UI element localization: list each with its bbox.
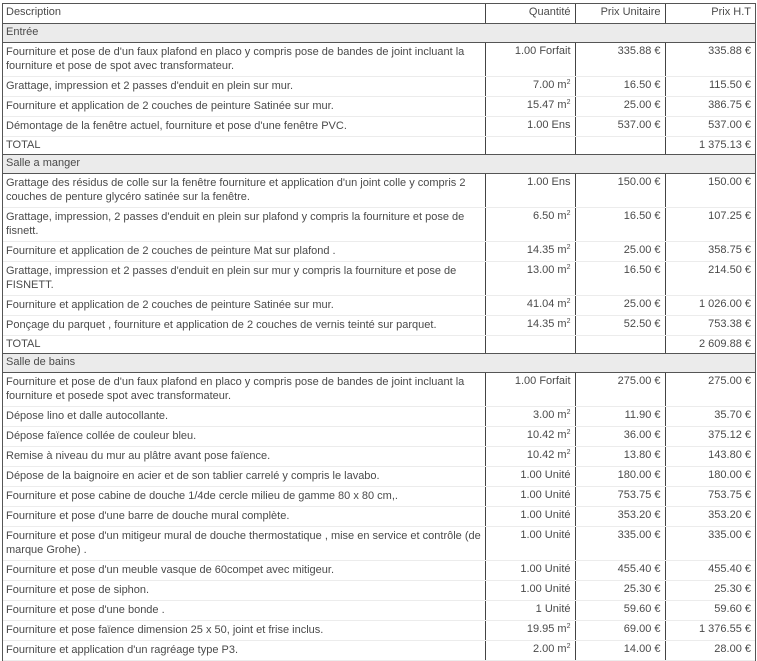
item-description: Dépose faïence collée de couleur bleu. <box>3 427 485 447</box>
table-row <box>3 97 755 117</box>
section-row <box>3 24 755 43</box>
item-total-ht: 753.38 € <box>665 316 755 336</box>
item-quantity-value: 14.35 m <box>526 244 567 256</box>
table-row <box>3 621 755 641</box>
empty-cell <box>485 137 575 155</box>
table-row <box>3 407 755 427</box>
item-quantity-value: 1.00 Forfait <box>514 45 571 57</box>
header-quantite: Quantité <box>485 4 575 24</box>
unit-exponent: 2 <box>566 409 571 416</box>
table-row <box>3 242 755 262</box>
item-quantity-value: 1.00 Unité <box>520 469 571 481</box>
quote-table-body <box>3 24 755 661</box>
table-row <box>3 527 755 561</box>
unit-exponent: 2 <box>566 449 571 456</box>
item-description: Fourniture et pose d'un mitigeur mural de douche thermostatique , mise en service et contrôle (de marque Grohe) . <box>3 527 485 561</box>
item-quantity <box>485 467 575 487</box>
item-quantity-value: 1.00 Unité <box>520 583 571 595</box>
item-total-ht: 335.00 € <box>665 527 755 561</box>
table-row <box>3 507 755 527</box>
item-description: Fourniture et application de 2 couches de peinture Satinée sur mur. <box>3 97 485 117</box>
item-description: Grattage, impression et 2 passes d'enduit en plein sur mur. <box>3 77 485 97</box>
item-total-ht: 1 376.55 € <box>665 621 755 641</box>
item-unit-price: 25.00 € <box>575 97 665 117</box>
item-unit-price: 16.50 € <box>575 208 665 242</box>
item-description: Dépose de la baignoire en acier et de son tablier carrelé y compris le lavabo. <box>3 467 485 487</box>
item-unit-price: 69.00 € <box>575 621 665 641</box>
item-description: Fourniture et application d'un ragréage type P3. <box>3 641 485 661</box>
item-quantity <box>485 427 575 447</box>
item-quantity <box>485 174 575 208</box>
item-total-ht: 143.80 € <box>665 447 755 467</box>
unit-exponent: 2 <box>566 623 571 630</box>
item-total-ht: 753.75 € <box>665 487 755 507</box>
item-total-ht: 358.75 € <box>665 242 755 262</box>
item-quantity <box>485 373 575 407</box>
item-unit-price: 335.88 € <box>575 43 665 77</box>
item-description: Fourniture et pose d'un meuble vasque de 60compet avec mitigeur. <box>3 561 485 581</box>
item-quantity-value: 13.00 m <box>526 264 567 276</box>
total-label: TOTAL <box>3 336 485 354</box>
item-quantity <box>485 527 575 561</box>
item-description: Dépose lino et dalle autocollante. <box>3 407 485 427</box>
table-row <box>3 208 755 242</box>
item-total-ht: 59.60 € <box>665 601 755 621</box>
unit-exponent: 2 <box>566 643 571 650</box>
table-row <box>3 174 755 208</box>
table-row <box>3 373 755 407</box>
item-unit-price: 25.30 € <box>575 581 665 601</box>
item-description: Fourniture et application de 2 couches de peinture Mat sur plafond . <box>3 242 485 262</box>
unit-exponent: 2 <box>566 79 571 86</box>
item-quantity-value: 1.00 Unité <box>520 489 571 501</box>
item-description: Grattage, impression, 2 passes d'enduit en plein sur plafond y compris la fourniture et pose de fisnett. <box>3 208 485 242</box>
total-row <box>3 336 755 354</box>
item-quantity-value: 10.42 m <box>526 449 567 461</box>
item-unit-price: 16.50 € <box>575 262 665 296</box>
item-quantity-value: 41.04 m <box>526 298 567 310</box>
item-unit-price: 36.00 € <box>575 427 665 447</box>
item-description: Grattage, impression et 2 passes d'enduit en plein sur mur y compris la fourniture et pose de FISNETT. <box>3 262 485 296</box>
item-description: Fourniture et pose de d'un faux plafond en placo y compris pose de bandes de joint incluant la fourniture et pose de spot avec transformateur. <box>3 43 485 77</box>
table-row <box>3 561 755 581</box>
unit-exponent: 2 <box>566 429 571 436</box>
item-description: Fourniture et pose faïence dimension 25 x 50, joint et frise inclus. <box>3 621 485 641</box>
item-quantity <box>485 561 575 581</box>
table-row <box>3 43 755 77</box>
item-quantity-value: 1.00 Unité <box>520 529 571 541</box>
section-title: Salle de bains <box>3 354 755 373</box>
total-value: 2 609.88 € <box>665 336 755 354</box>
table-row <box>3 262 755 296</box>
quote-table-container <box>2 3 756 661</box>
quote-table <box>3 4 755 661</box>
empty-cell <box>575 137 665 155</box>
item-quantity <box>485 262 575 296</box>
table-row <box>3 581 755 601</box>
item-total-ht: 375.12 € <box>665 427 755 447</box>
item-total-ht: 386.75 € <box>665 97 755 117</box>
total-label: TOTAL <box>3 137 485 155</box>
item-quantity <box>485 43 575 77</box>
item-unit-price: 25.00 € <box>575 242 665 262</box>
item-total-ht: 115.50 € <box>665 77 755 97</box>
section-row <box>3 354 755 373</box>
item-description: Fourniture et application de 2 couches de peinture Satinée sur mur. <box>3 296 485 316</box>
item-unit-price: 335.00 € <box>575 527 665 561</box>
item-unit-price: 16.50 € <box>575 77 665 97</box>
item-description: Fourniture et pose de siphon. <box>3 581 485 601</box>
item-quantity-value: 10.42 m <box>526 429 567 441</box>
item-quantity <box>485 581 575 601</box>
item-quantity <box>485 507 575 527</box>
table-row <box>3 487 755 507</box>
item-quantity-value: 2.00 m <box>532 643 567 655</box>
item-unit-price: 52.50 € <box>575 316 665 336</box>
item-quantity <box>485 97 575 117</box>
item-unit-price: 11.90 € <box>575 407 665 427</box>
item-total-ht: 455.40 € <box>665 561 755 581</box>
item-quantity-value: 1.00 Forfait <box>514 375 571 387</box>
item-quantity <box>485 487 575 507</box>
item-description: Fourniture et pose de d'un faux plafond en placo y compris pose de bandes de joint incluant la fourniture et posede spot avec transformateur. <box>3 373 485 407</box>
unit-exponent: 2 <box>566 298 571 305</box>
item-unit-price: 455.40 € <box>575 561 665 581</box>
item-total-ht: 537.00 € <box>665 117 755 137</box>
item-quantity <box>485 242 575 262</box>
table-row <box>3 296 755 316</box>
item-quantity <box>485 601 575 621</box>
table-row <box>3 117 755 137</box>
item-unit-price: 13.80 € <box>575 447 665 467</box>
item-unit-price: 353.20 € <box>575 507 665 527</box>
item-quantity <box>485 208 575 242</box>
unit-exponent: 2 <box>566 244 571 251</box>
item-total-ht: 275.00 € <box>665 373 755 407</box>
table-row <box>3 447 755 467</box>
total-value: 1 375.13 € <box>665 137 755 155</box>
total-row <box>3 137 755 155</box>
item-quantity-value: 1.00 Unité <box>520 509 571 521</box>
unit-exponent: 2 <box>566 318 571 325</box>
item-total-ht: 180.00 € <box>665 467 755 487</box>
item-description: Fourniture et pose cabine de douche 1/4de cercle milieu de gamme 80 x 80 cm,. <box>3 487 485 507</box>
item-total-ht: 35.70 € <box>665 407 755 427</box>
item-description: Démontage de la fenêtre actuel, fourniture et pose d'une fenêtre PVC. <box>3 117 485 137</box>
item-quantity-value: 1 Unité <box>535 603 571 615</box>
header-prix-unitaire: Prix Unitaire <box>575 4 665 24</box>
header-description: Description <box>3 4 485 24</box>
unit-exponent: 2 <box>566 264 571 271</box>
item-total-ht: 107.25 € <box>665 208 755 242</box>
item-unit-price: 59.60 € <box>575 601 665 621</box>
unit-exponent: 2 <box>566 99 571 106</box>
item-total-ht: 28.00 € <box>665 641 755 661</box>
item-quantity-value: 1.00 Ens <box>527 176 571 188</box>
item-unit-price: 14.00 € <box>575 641 665 661</box>
item-description: Fourniture et pose d'une barre de douche mural complète. <box>3 507 485 527</box>
item-quantity-value: 1.00 Unité <box>520 563 571 575</box>
item-quantity-value: 14.35 m <box>526 318 567 330</box>
item-quantity <box>485 316 575 336</box>
unit-exponent: 2 <box>566 210 571 217</box>
item-description: Fourniture et pose d'une bonde . <box>3 601 485 621</box>
item-unit-price: 180.00 € <box>575 467 665 487</box>
item-quantity-value: 1.00 Ens <box>527 119 571 131</box>
item-quantity <box>485 117 575 137</box>
table-row <box>3 641 755 661</box>
empty-cell <box>485 336 575 354</box>
item-quantity <box>485 407 575 427</box>
item-unit-price: 275.00 € <box>575 373 665 407</box>
item-description: Ponçage du parquet , fourniture et application de 2 couches de vernis teinté sur parquet. <box>3 316 485 336</box>
item-unit-price: 753.75 € <box>575 487 665 507</box>
item-quantity <box>485 296 575 316</box>
item-total-ht: 335.88 € <box>665 43 755 77</box>
item-total-ht: 353.20 € <box>665 507 755 527</box>
item-quantity-value: 6.50 m <box>532 210 567 222</box>
section-title: Salle a manger <box>3 155 755 174</box>
item-quantity <box>485 641 575 661</box>
item-unit-price: 150.00 € <box>575 174 665 208</box>
item-unit-price: 537.00 € <box>575 117 665 137</box>
item-quantity <box>485 447 575 467</box>
header-row <box>3 4 755 24</box>
item-quantity-value: 19.95 m <box>526 623 567 635</box>
section-title: Entrée <box>3 24 755 43</box>
item-quantity-value: 3.00 m <box>532 409 567 421</box>
item-quantity <box>485 77 575 97</box>
table-row <box>3 316 755 336</box>
item-unit-price: 25.00 € <box>575 296 665 316</box>
item-total-ht: 214.50 € <box>665 262 755 296</box>
table-row <box>3 77 755 97</box>
item-description: Grattage des résidus de colle sur la fenêtre fourniture et application d'un joint colle y compris 2 couches de penture glycéro satinée sur la fenêtre. <box>3 174 485 208</box>
table-row <box>3 427 755 447</box>
empty-cell <box>575 336 665 354</box>
table-row <box>3 467 755 487</box>
item-total-ht: 150.00 € <box>665 174 755 208</box>
table-row <box>3 601 755 621</box>
header-prix-ht: Prix H.T <box>665 4 755 24</box>
section-row <box>3 155 755 174</box>
item-description: Remise à niveau du mur au plâtre avant pose faïence. <box>3 447 485 467</box>
item-total-ht: 1 026.00 € <box>665 296 755 316</box>
item-quantity-value: 7.00 m <box>532 79 567 91</box>
item-quantity <box>485 621 575 641</box>
item-total-ht: 25.30 € <box>665 581 755 601</box>
item-quantity-value: 15.47 m <box>526 99 567 111</box>
